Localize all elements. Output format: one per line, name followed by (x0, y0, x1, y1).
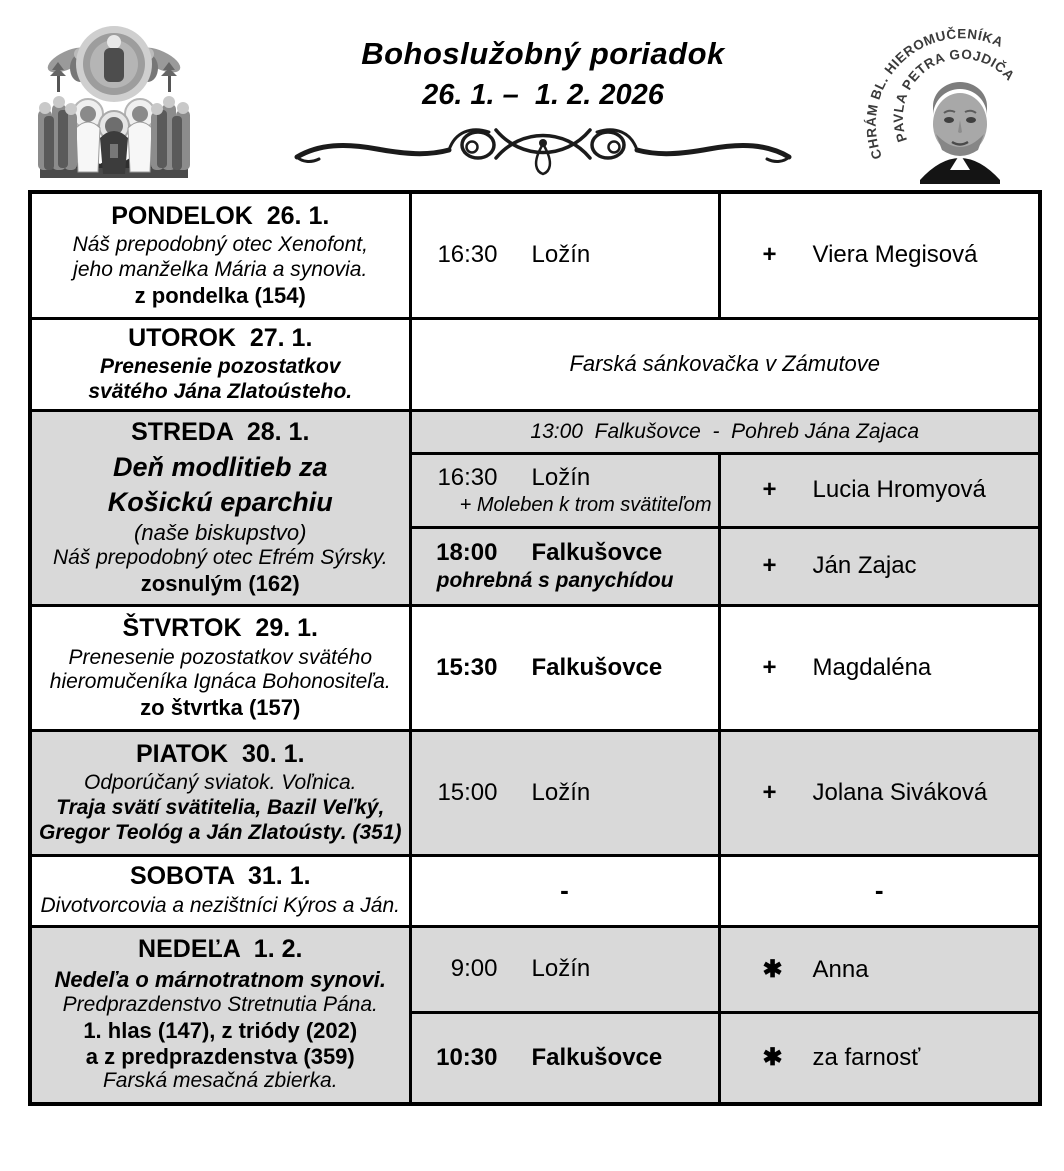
friday-title: PIATOK 30. 1. (135, 739, 305, 768)
friday-intention-cell (719, 730, 1040, 855)
friday-line: Gregor Teológ a Ján Zlatoústy. (351) (38, 820, 402, 844)
sunday-service2-cell (410, 1012, 719, 1104)
service-note: + Moleben k trom svätiteľom (459, 493, 712, 516)
monday-line: Náš prepodobný otec Xenofont, (72, 233, 368, 257)
saturday-day-cell (30, 855, 410, 926)
tuesday-title: UTOROK 27. 1. (128, 323, 313, 352)
logo-arc-inner-text: PAVLA PETRA GOJDIČA (890, 46, 1018, 144)
intention-symbol: ✱ (762, 955, 783, 983)
tuesday-day-cell (30, 318, 410, 410)
monday-intention-cell (719, 192, 1040, 318)
wednesday-line: Náš prepodobný otec Efrém Sýrsky. (52, 545, 388, 569)
flourish-divider-icon (293, 116, 793, 176)
service-time: 16:30 (437, 463, 498, 491)
monday-line: z pondelka (154) (134, 282, 306, 308)
intention-name: Magdaléna (812, 653, 932, 681)
thursday-title: ŠTVRTOK 29. 1. (122, 614, 318, 643)
monday-service-cell (410, 192, 719, 318)
saturday-line: Divotvorcovia a nezištníci Kýros a Ján. (40, 893, 400, 917)
sunday-service1-cell (410, 926, 719, 1012)
tuesday-line: Prenesenie pozostatkov (100, 355, 341, 378)
sunday-line: 1. hlas (147), z triódy (202) (83, 1017, 358, 1043)
monday-title: PONDELOK 26. 1. (111, 201, 330, 230)
wednesday-line: Košickú eparchiu (107, 486, 333, 517)
row-thursday (30, 605, 1040, 730)
service-time: 15:30 (436, 653, 498, 681)
intention-name: Viera Megisová (812, 241, 978, 269)
wednesday-intention1-cell (719, 453, 1040, 527)
sunday-line: Predprazdenstvo Stretnutia Pána. (62, 992, 378, 1016)
service-time: 10:30 (436, 1043, 498, 1071)
wednesday-line: (naše biskupstvo) (134, 520, 307, 546)
intention-symbol: + (762, 476, 777, 504)
service-time: 15:00 (437, 778, 498, 806)
service-time: 9:00 (450, 955, 498, 983)
wednesday-line: zosnulým (162) (140, 570, 300, 596)
wednesday-title: STREDA 28. 1. (131, 418, 310, 447)
service-place: Ložín (531, 241, 591, 269)
intention-name: za farnosť (812, 1044, 921, 1072)
thursday-service-cell (410, 605, 719, 730)
intention-name: Lucia Hromyová (812, 476, 986, 504)
thursday-intention-cell (719, 605, 1040, 730)
logo-arc-outer-text: CHRÁM BL. HIEROMUČENÍKA (863, 26, 1006, 162)
intention-name: Anna (812, 955, 869, 983)
title-block (293, 36, 793, 112)
wednesday-service2-cell (410, 527, 719, 605)
service-time: 16:30 (437, 241, 498, 269)
intention-name: Jolana Siváková (812, 778, 988, 806)
thursday-line: hieromučeníka Ignáca Bohonositeľa. (49, 670, 391, 694)
sunday-intention1-cell (719, 926, 1040, 1012)
wednesday-service1-cell (410, 453, 719, 527)
service-place: Ložín (531, 955, 591, 983)
row-monday (30, 192, 1040, 318)
wednesday-day-cell (30, 410, 410, 605)
sunday-line: a z predprazdenstva (359) (85, 1043, 355, 1069)
row-wednesday-a (30, 410, 1040, 453)
date-range: 26. 1. – 1. 2. 2026 (422, 79, 664, 111)
intention-symbol: + (762, 552, 777, 580)
sunday-intention2-cell (719, 1012, 1040, 1104)
sunday-day-cell (30, 926, 410, 1104)
intention-symbol: + (762, 778, 777, 806)
service-place: Falkušovce (531, 1043, 663, 1071)
intention-symbol: ✱ (762, 1044, 783, 1072)
friday-service-cell (410, 730, 719, 855)
service-place: Ložín (531, 778, 591, 806)
tuesday-line: svätého Jána Zlatoústeho. (88, 379, 353, 403)
saturday-service-cell: - (410, 855, 719, 926)
row-sunday-a (30, 926, 1040, 1012)
intention-name: Ján Zajac (812, 552, 917, 580)
monday-line: jeho manželka Mária a synovia. (73, 258, 368, 282)
friday-line: Odporúčaný sviatok. Voľnica. (84, 771, 357, 795)
sunday-line: Farská mesačná zbierka. (102, 1069, 338, 1093)
monday-day-cell (30, 192, 410, 318)
thursday-day-cell (30, 605, 410, 730)
service-note: pohrebná s panychídou (436, 568, 674, 592)
byzantine-icon (30, 12, 198, 178)
intention-symbol: + (762, 241, 777, 269)
wednesday-intention2-cell (719, 527, 1040, 605)
page-title: Bohoslužobný poriadok (361, 36, 725, 71)
service-place: Ložín (531, 463, 591, 491)
service-time: 18:00 (436, 538, 498, 566)
saturday-intention-cell: - (719, 855, 1040, 926)
thursday-line: Prenesenie pozostatkov svätého (68, 645, 373, 669)
thursday-line: zo štvrtka (157) (140, 695, 301, 721)
row-friday (30, 730, 1040, 855)
friday-line: Traja svätí svätitelia, Bazil Veľký, (56, 795, 385, 819)
tuesday-note-cell: Farská sánkovačka v Zámutove (410, 318, 1040, 410)
liturgy-schedule-table (28, 190, 1042, 1106)
wednesday-line: Deň modlitieb za (112, 451, 328, 482)
page-header (0, 0, 1064, 190)
intention-symbol: + (762, 653, 777, 681)
sunday-line: Nedeľa o márnotratnom synovi. (54, 966, 386, 992)
friday-day-cell (30, 730, 410, 855)
service-place: Falkušovce (531, 653, 663, 681)
priest-portrait (920, 82, 1000, 184)
sunday-title: NEDEĽA 1. 2. (138, 935, 303, 964)
wednesday-announcement-cell: 13:00 Falkušovce - Pohreb Jána Zajaca (410, 410, 1040, 453)
service-place: Falkušovce (531, 538, 663, 566)
row-tuesday (30, 318, 1040, 410)
row-saturday (30, 855, 1040, 926)
saturday-title: SOBOTA 31. 1. (129, 862, 311, 891)
parish-logo (860, 8, 1060, 186)
